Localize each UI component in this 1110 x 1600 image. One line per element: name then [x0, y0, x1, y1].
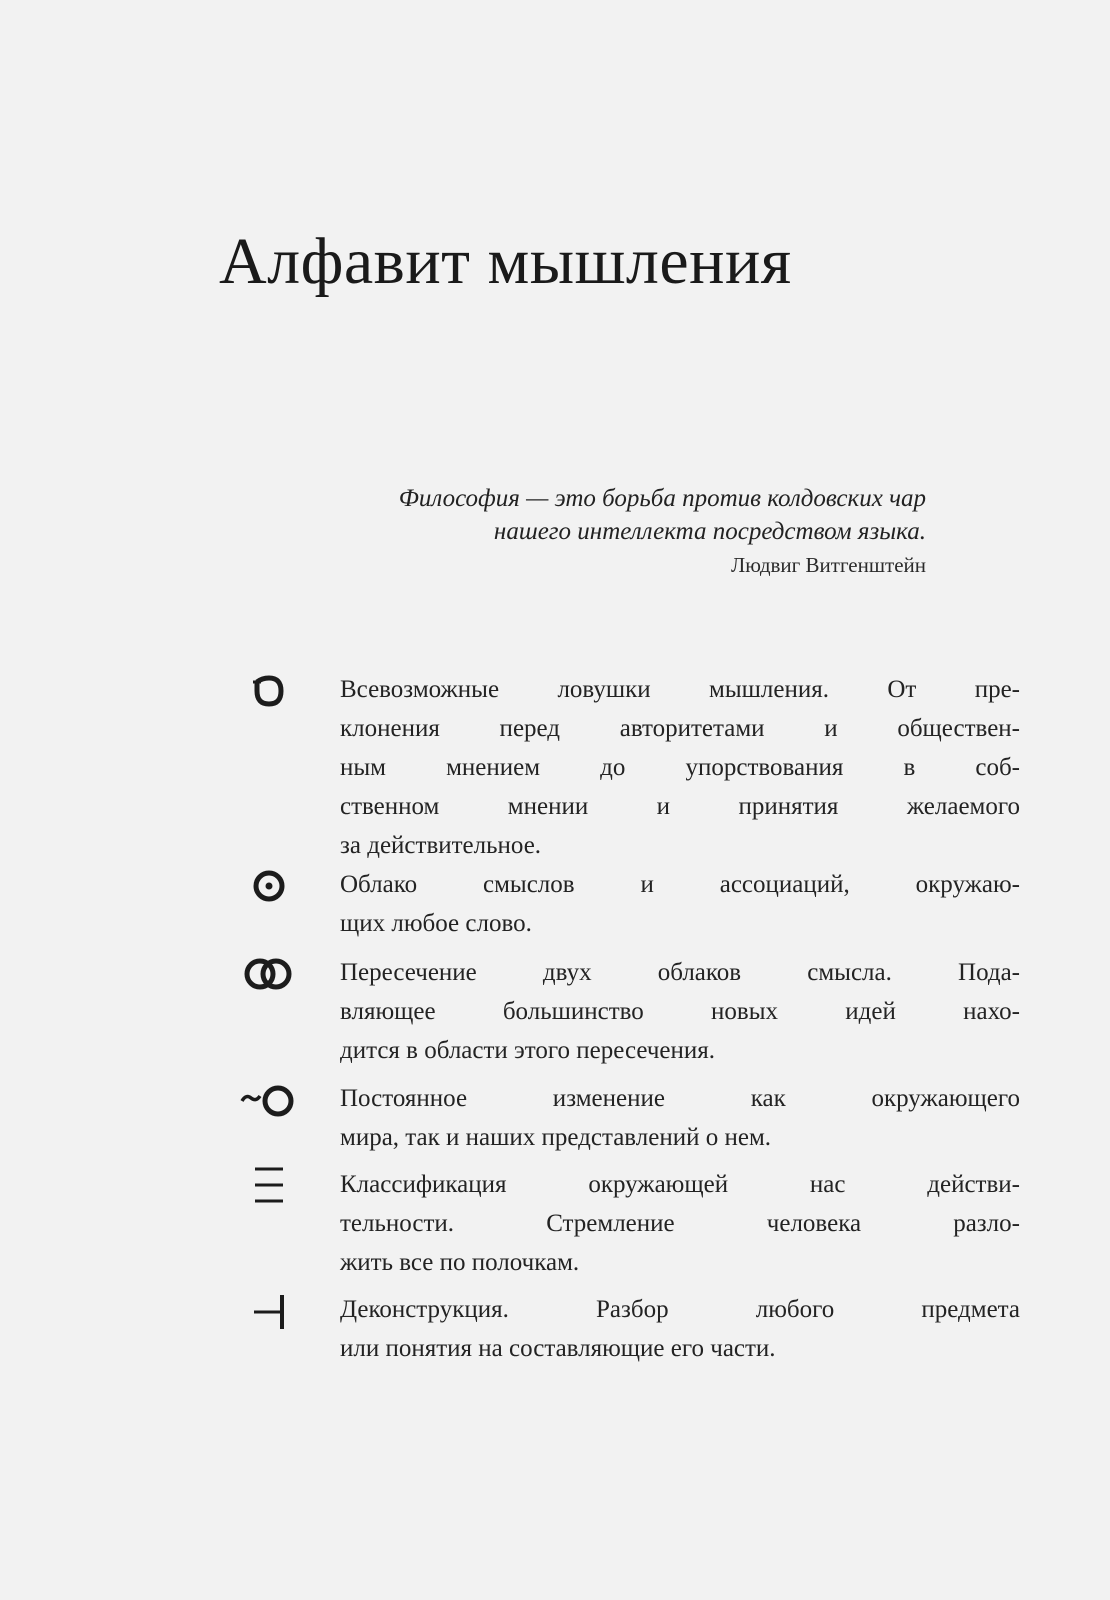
entry-line: мира, так и наших представлений о нем.	[340, 1124, 772, 1151]
epigraph-quote-line: Философия — это борьба против колдовских чар	[398, 485, 926, 512]
glossary-entry	[240, 1079, 1020, 1157]
entry-line: вляющее большинство новых идей нахо-	[340, 998, 1020, 1025]
entry-line: тельности. Стремление человека разло-	[340, 1210, 1020, 1237]
horseshoe-symbol-icon	[240, 668, 300, 708]
entry-line: ственном мнении и принятия желаемого	[340, 793, 1020, 820]
entry-line: щих любое слово.	[340, 910, 532, 937]
entry-line: Всевозможные ловушки мышления. От пре-	[340, 676, 1020, 703]
glossary-entry	[240, 1290, 1020, 1368]
entry-line: Пересечение двух облаков смысла. Пода-	[340, 959, 1020, 986]
overlapping-circles-symbol-icon	[240, 951, 300, 991]
entry-line: дится в области этого пересечения.	[340, 1037, 715, 1064]
entry-line: ным мнением до упорствования в соб-	[340, 754, 1020, 781]
entry-line: Классификация окружающей нас действи-	[340, 1171, 1020, 1198]
entry-description	[340, 953, 1020, 1070]
entry-description	[340, 865, 1020, 943]
entry-line: за действительное.	[340, 832, 542, 859]
epigraph-quote-line: нашего интеллекта посредством языка.	[493, 518, 926, 545]
entry-line: жить все по полочкам.	[340, 1249, 580, 1276]
entry-line: или понятия на составляющие его части.	[340, 1335, 776, 1362]
entry-description	[340, 1290, 1020, 1368]
glossary-entry	[240, 670, 1020, 865]
glossary-entry	[240, 953, 1020, 1070]
triple-bar-symbol-icon	[240, 1163, 300, 1203]
circled-dot-symbol-icon	[240, 863, 300, 903]
entry-description	[340, 1079, 1020, 1157]
epigraph-quote	[286, 482, 926, 548]
entry-line: Облако смыслов и ассоциаций, окружаю-	[340, 871, 1020, 898]
epigraph	[286, 482, 926, 582]
down-tack-symbol-icon	[240, 1288, 300, 1328]
page-title: Алфавит мышления	[219, 225, 792, 298]
entry-description	[340, 1165, 1020, 1282]
glossary-entry	[240, 865, 1020, 943]
epigraph-author: Людвиг Витгенштейн	[730, 553, 926, 577]
entry-description	[340, 670, 1020, 865]
glossary-entry	[240, 1165, 1020, 1282]
entry-line: клонения перед авторитетами и обществен-	[340, 715, 1020, 742]
tilde-circle-symbol-icon	[240, 1077, 300, 1117]
entry-line: Деконструкция. Разбор любого предмета	[340, 1296, 1020, 1323]
entry-line: Постоянное изменение как окружающего	[340, 1085, 1020, 1112]
